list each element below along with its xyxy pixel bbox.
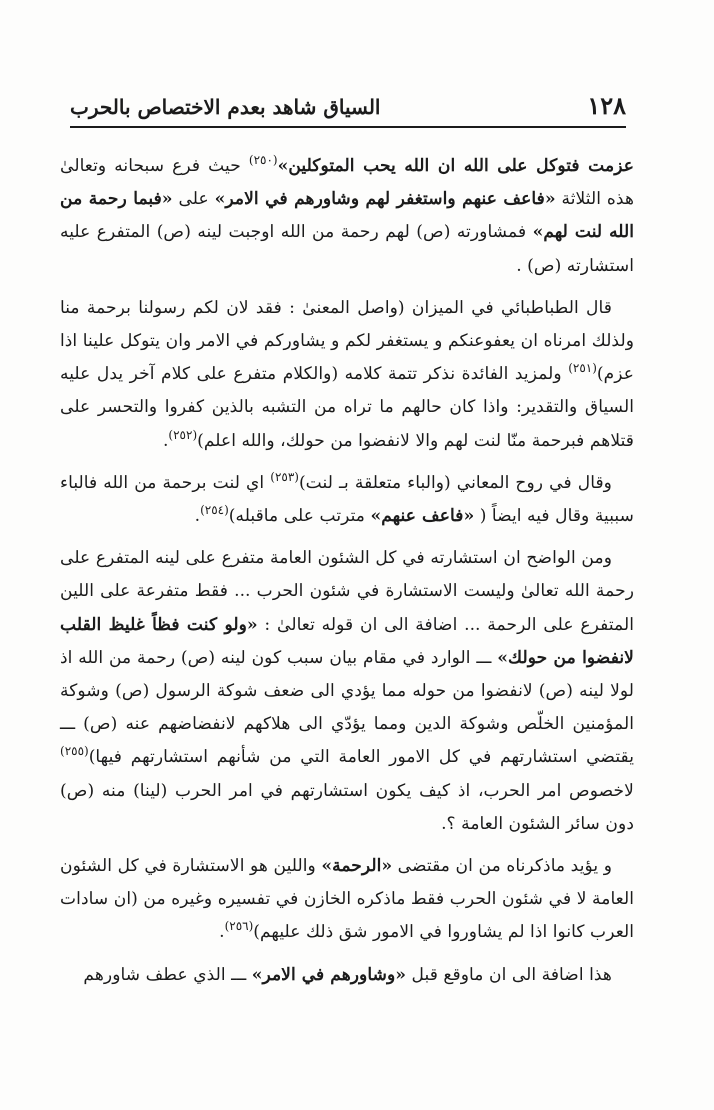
paragraph (60, 150, 634, 283)
page-header (70, 92, 626, 126)
text-run: حيث فرع سبحانه وتعالىٰ هذه الثلاثة (60, 156, 635, 210)
text-run: ومن الواضح ان استشارته في كل الشئون العامة متفرع على لينه المتفرع على رحمة الله تعالىٰ وليست الاستشارة في شئون الحرب ... فقط متفرعة على اللين المتفرع على الرحمة ... اضافة الى ان قوله تعالىٰ : (60, 548, 634, 635)
text-run: على (172, 189, 215, 210)
paragraph (60, 959, 634, 992)
text-run: ـــ الذي عطف شاورهم (83, 964, 252, 985)
text-run: واللين هو الاستشارة في كل الشئون العامة لا في شئون الحرب فقط ماذكره الخازن في تفسيره وغيره من (ان سادات العرب كانوا اذا لم يشاوروا في الامور شق ذلك عليهم) (60, 856, 634, 943)
body-text (60, 150, 634, 992)
text-run: ولمزيد الفائدة نذكر تتمة كلامه (والكلام متفرع على كلام آخر يدل عليه السياق والتقدير: واذا كان حالهم ما تراه من التشبه بالذين كفروا والتحسر على قتلاهم فبرحمة منّا لنت لهم والا لانفضوا من حولك، والله اعلم) (60, 364, 634, 451)
footnote-ref: (٢٥٠) (248, 153, 278, 167)
quranic-quote: «فاعف عنهم واستغفر لهم وشاورهم في الامر» (214, 189, 556, 210)
text-run: . (194, 506, 201, 527)
quranic-quote: «فاعف عنهم» (370, 506, 475, 527)
text-run: . (219, 922, 225, 943)
footnote-ref: (٢٥٤) (200, 503, 229, 518)
text-run: ـــ الوارد في مقام بيان سبب كون لينه (ص) رحمة من الله اذ لولا لينه (ص) لانفضوا من حوله مما يؤدي الى ضعف شوكة الرسول (ص) وشوكة المؤمنين الخلّص وشوكة الدين ومما يؤدّي الى هلاكهم لانفضاضهم عنه (ص) ـــ يقتضي استشارتهم في كل الامور العامة التي من شأنهم استشارتهم فيها) (60, 647, 634, 768)
text-run: مترتب على ماقبله) (228, 506, 371, 527)
text-run: و يؤيد ماذكرناه من ان مقتضى (392, 856, 613, 877)
text-run: اي لنت برحمة من الله فالباء سببية وقال فيه ايضاً ( (60, 472, 634, 527)
text-run: هذا اضافة الى ان ماوقع قبل (406, 964, 612, 985)
footnote-ref: (٢٥١) (568, 361, 597, 376)
text-run: فمشاورته (ص) لهم رحمة من الله اوجبت لينه (ص) المتفرع عليه استشارته (ص) . (60, 222, 634, 276)
text-run: . (162, 430, 169, 451)
text-run: قال الطباطبائي في الميزان (واصل المعنىٰ : فقد لان لكم رسولنا برحمة منا ولذلك امرناه ان يعفوعنكم و يستغفر لكم و يشاوركم في الامر وان يتوكل علينا اذا عزم) (60, 297, 634, 385)
text-run: لاخصوص امر الحرب، اذ كيف يكون استشارتهم في امر الحرب (لينا) منه (ص) دون سائر الشئون العامة ؟. (60, 780, 634, 834)
text-run: وقال في روح المعاني (والباء متعلقة بـ لنت) (298, 472, 612, 493)
running-title: السياق شاهد بعدم الاختصاص بالحرب (70, 95, 381, 119)
quranic-quote: «فبما رحمة من الله لنت لهم» (60, 189, 634, 243)
quranic-quote: عزمت فتوكل على الله ان الله يحب المتوكلين» (277, 156, 634, 176)
header-divider (70, 126, 626, 128)
paragraph (60, 292, 634, 458)
quranic-quote: «وشاورهم في الامر» (251, 964, 407, 985)
footnote-ref: (٢٥٣) (270, 469, 299, 484)
paragraph (60, 467, 634, 533)
paragraph (60, 850, 634, 950)
footnote-ref: (٢٥٥) (60, 744, 89, 759)
quranic-quote: «ولو كنت فظاً غليظ القلب لانفضوا من حولك» (60, 614, 634, 668)
paragraph (60, 542, 634, 841)
quranic-quote: «الرحمة» (321, 856, 393, 877)
page-number: ١٢٨ (587, 91, 626, 120)
footnote-ref: (٢٥٦) (224, 919, 254, 934)
footnote-ref: (٢٥٢) (168, 427, 198, 442)
